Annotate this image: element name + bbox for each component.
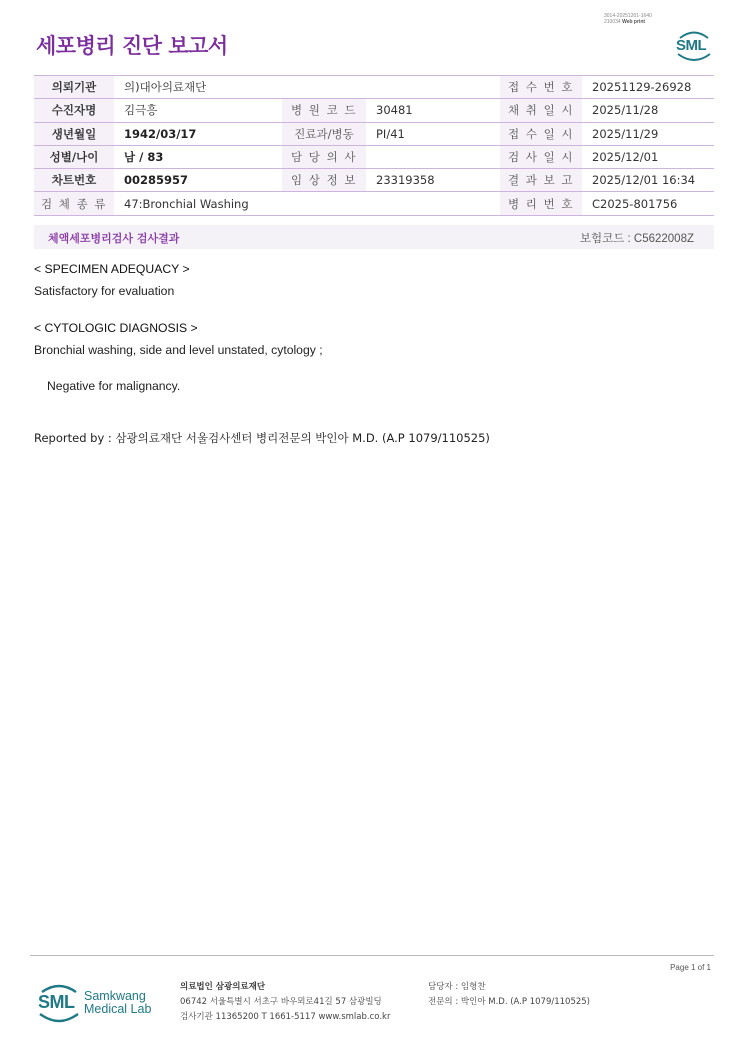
diagnosis-heading: < CYTOLOGIC DIAGNOSIS > (34, 321, 198, 335)
staff-line (428, 980, 590, 995)
adequacy-text: Satisfactory for evaluation (34, 284, 175, 298)
table-row (34, 192, 714, 215)
value-department: PI/41 (366, 122, 500, 145)
label-clinical-info: 임 상 정 보 (282, 169, 366, 192)
value-pathology-number: C2025-801756 (582, 192, 714, 215)
label-receipt-date: 접 수 일 시 (500, 122, 582, 145)
label-hospital-code: 병 원 코 드 (282, 99, 366, 122)
value-sex-age: 남 / 83 (114, 145, 282, 168)
value-chart-number: 00285957 (114, 169, 282, 192)
diagnosis-text: Bronchial washing, side and level unstated, cytology ; (34, 343, 323, 357)
value-clinical-info: 23319358 (366, 169, 500, 192)
label-birth-date: 생년월일 (34, 122, 114, 145)
table-row (34, 122, 714, 145)
table-row (34, 145, 714, 168)
staff-label: 담당자 : (428, 982, 459, 992)
label-pathology-number: 병 리 번 호 (500, 192, 582, 215)
page-number: Page 1 of 1 (670, 963, 711, 972)
logo-text: SML (676, 37, 707, 54)
result-section-bar (34, 225, 714, 249)
value-specimen-type: 47:Bronchial Washing (114, 192, 500, 215)
label-sex-age: 성별/나이 (34, 145, 114, 168)
label-department: 진료과/병동 (282, 122, 366, 145)
footer-divider (30, 955, 714, 956)
org-contact: 검사기관 11365200 T 1661-5117 www.smlab.co.kr (180, 1012, 391, 1022)
value-receipt-number: 20251129-26928 (582, 76, 714, 99)
org-address: 06742 서울특별시 서초구 바우뫼로41길 57 삼광빌딩 (180, 997, 382, 1007)
value-hospital-code: 30481 (366, 99, 500, 122)
brand-line1: Samkwang (84, 989, 146, 1003)
brand-name (84, 990, 151, 1016)
specialist-line (428, 995, 590, 1010)
label-test-date: 검 사 일 시 (500, 145, 582, 168)
section-title: 체액세포병리검사 검사결과 (48, 232, 180, 245)
print-code (604, 13, 652, 25)
value-receipt-date: 2025/11/29 (582, 122, 714, 145)
label-chart-number: 차트번호 (34, 169, 114, 192)
value-collection-date: 2025/11/28 (582, 99, 714, 122)
value-patient-name: 김극흥 (114, 99, 282, 122)
table-row (34, 99, 714, 122)
label-specimen-type: 검 체 종 류 (34, 192, 114, 215)
adequacy-heading: < SPECIMEN ADEQUACY > (34, 262, 190, 276)
org-name: 의료법인 삼광의료재단 (180, 982, 266, 992)
label-requesting-org: 의뢰기관 (34, 76, 114, 99)
specialist-value: 박인아 M.D. (A.P 1079/110525) (460, 997, 590, 1007)
footer-org-info (180, 980, 390, 1025)
diagnosis-result: Negative for malignancy. (47, 379, 181, 393)
patient-info-table (34, 75, 714, 216)
value-result-report: 2025/12/01 16:34 (582, 169, 714, 192)
staff-value: 임형찬 (460, 982, 486, 992)
print-code-line2: 210034 Web print (604, 19, 646, 25)
print-code-line1: 3014-20251201-1640 (604, 13, 652, 19)
value-physician (366, 145, 500, 168)
value-test-date: 2025/12/01 (582, 145, 714, 168)
report-title: 세포병리 진단 보고서 (36, 34, 228, 58)
brand-line2: Medical Lab (84, 1002, 152, 1016)
label-result-report: 결 과 보 고 (500, 169, 582, 192)
footer-sml-logo (36, 980, 82, 1026)
label-receipt-number: 접 수 번 호 (500, 76, 582, 99)
specialist-label: 전문의 : (428, 997, 459, 1007)
footer-logo-text: SML (38, 992, 75, 1012)
label-collection-date: 채 취 일 시 (500, 99, 582, 122)
footer-staff-info (428, 980, 590, 1010)
value-requesting-org: 의)대아의료재단 (114, 76, 500, 99)
table-row (34, 169, 714, 192)
table-row (34, 76, 714, 99)
sml-logo (672, 26, 716, 66)
reported-by: Reported by : 삼광의료재단 서울검사센터 병리전문의 박인아 M.D. (A.P 1079/110525) (34, 431, 490, 445)
insurance-code: 보험코드 : C5622008Z (579, 233, 694, 245)
value-birth-date: 1942/03/17 (114, 122, 282, 145)
label-physician: 담 당 의 사 (282, 145, 366, 168)
label-patient-name: 수진자명 (34, 99, 114, 122)
